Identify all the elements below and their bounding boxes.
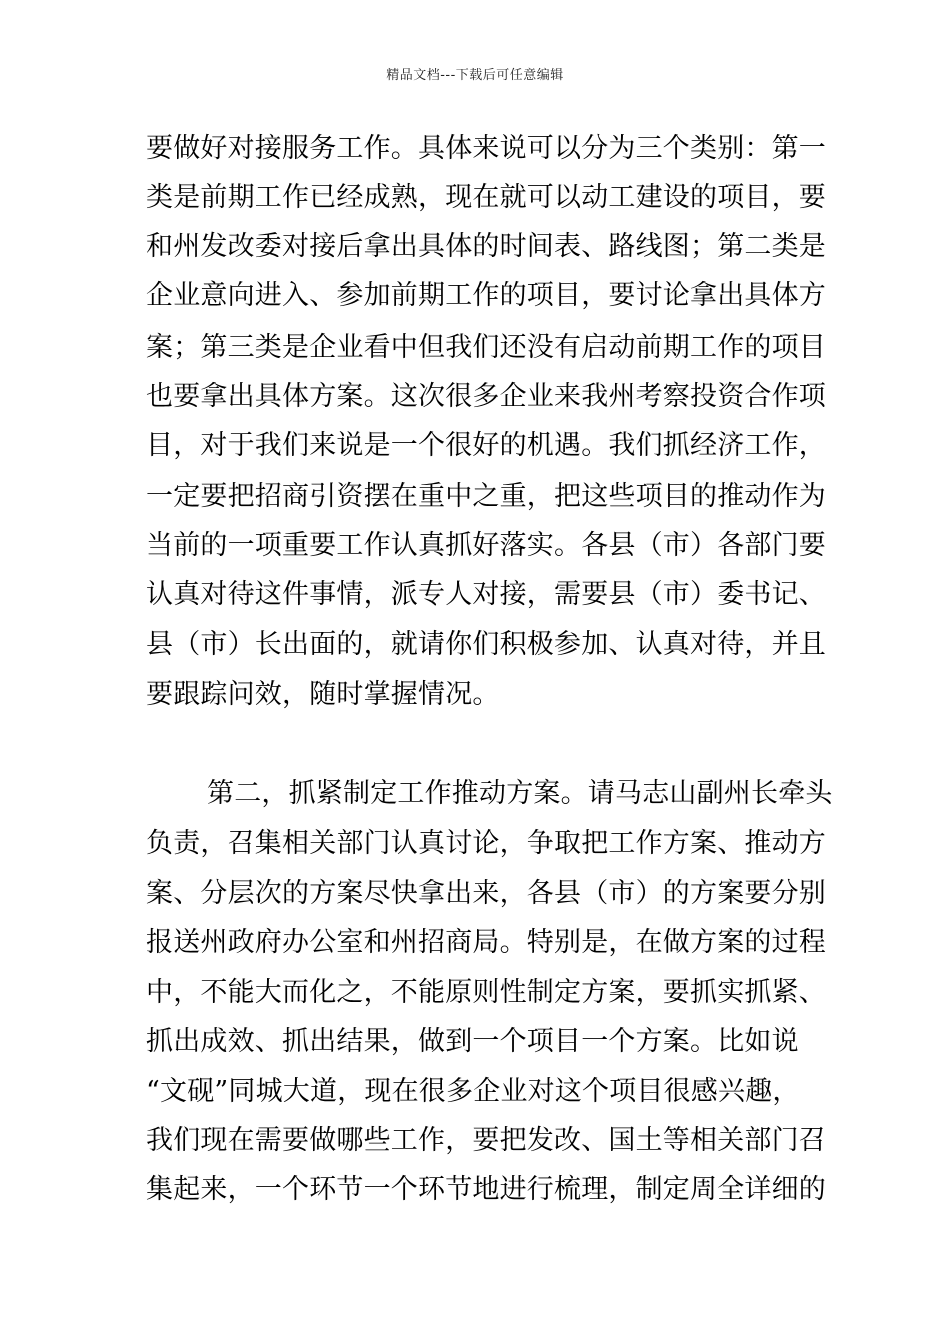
paragraph-2-line: 负责，召集相关部门认真讨论，争取把工作方案、推动方 — [146, 828, 826, 859]
paragraph-2-line: 我们现在需要做哪些工作，要把发改、国土等相关部门召 — [146, 1125, 826, 1156]
paragraph-2-line: 报送州政府办公室和州招商局。特别是，在做方案的过程 — [146, 927, 826, 958]
paragraph-1-line: 当前的一项重要工作认真抓好落实。各县（市）各部门要 — [146, 530, 826, 561]
paragraph-1-line: 类是前期工作已经成熟，现在就可以动工建设的项目，要 — [146, 182, 826, 213]
paragraph-1-line: 要跟踪问效，随时掌握情况。 — [146, 679, 500, 710]
paragraph-2-line: 集起来，一个环节一个环节地进行梳理，制定周全详细的 — [146, 1174, 826, 1205]
paragraph-1-line: 要做好对接服务工作。具体来说可以分为三个类别：第一 — [146, 133, 826, 164]
paragraph-1-line: 目，对于我们来说是一个很好的机遇。我们抓经济工作， — [146, 430, 826, 461]
paragraph-1-line: 认真对待这件事情，派专人对接，需要县（市）委书记、 — [146, 579, 826, 610]
paragraph-2-line: 第二，抓紧制定工作推动方案。请马志山副州长牵头 — [207, 778, 833, 809]
paragraph-1-line: 企业意向进入、参加前期工作的项目，要讨论拿出具体方 — [146, 280, 826, 311]
paragraph-1-line: 和州发改委对接后拿出具体的时间表、路线图；第二类是 — [146, 231, 826, 262]
paragraph-2-line: 中，不能大而化之，不能原则性制定方案，要抓实抓紧、 — [146, 977, 826, 1008]
paragraph-2-line: 抓出成效、抓出结果，做到一个项目一个方案。比如说 — [146, 1026, 799, 1057]
paragraph-1-line: 一定要把招商引资摆在重中之重，把这些项目的推动作为 — [146, 481, 826, 512]
paragraph-2-line: “文砚”同城大道，现在很多企业对这个项目很感兴趣， — [146, 1076, 800, 1107]
paragraph-1-line: 案；第三类是企业看中但我们还没有启动前期工作的项目 — [146, 332, 826, 363]
page-header: 精品文档---下载后可任意编辑 — [386, 68, 564, 83]
paragraph-1-line: 县（市）长出面的，就请你们积极参加、认真对待，并且 — [146, 629, 826, 660]
paragraph-2-line: 案、分层次的方案尽快拿出来，各县（市）的方案要分别 — [146, 878, 826, 909]
paragraph-1-line: 也要拿出具体方案。这次很多企业来我州考察投资合作项 — [146, 381, 826, 412]
